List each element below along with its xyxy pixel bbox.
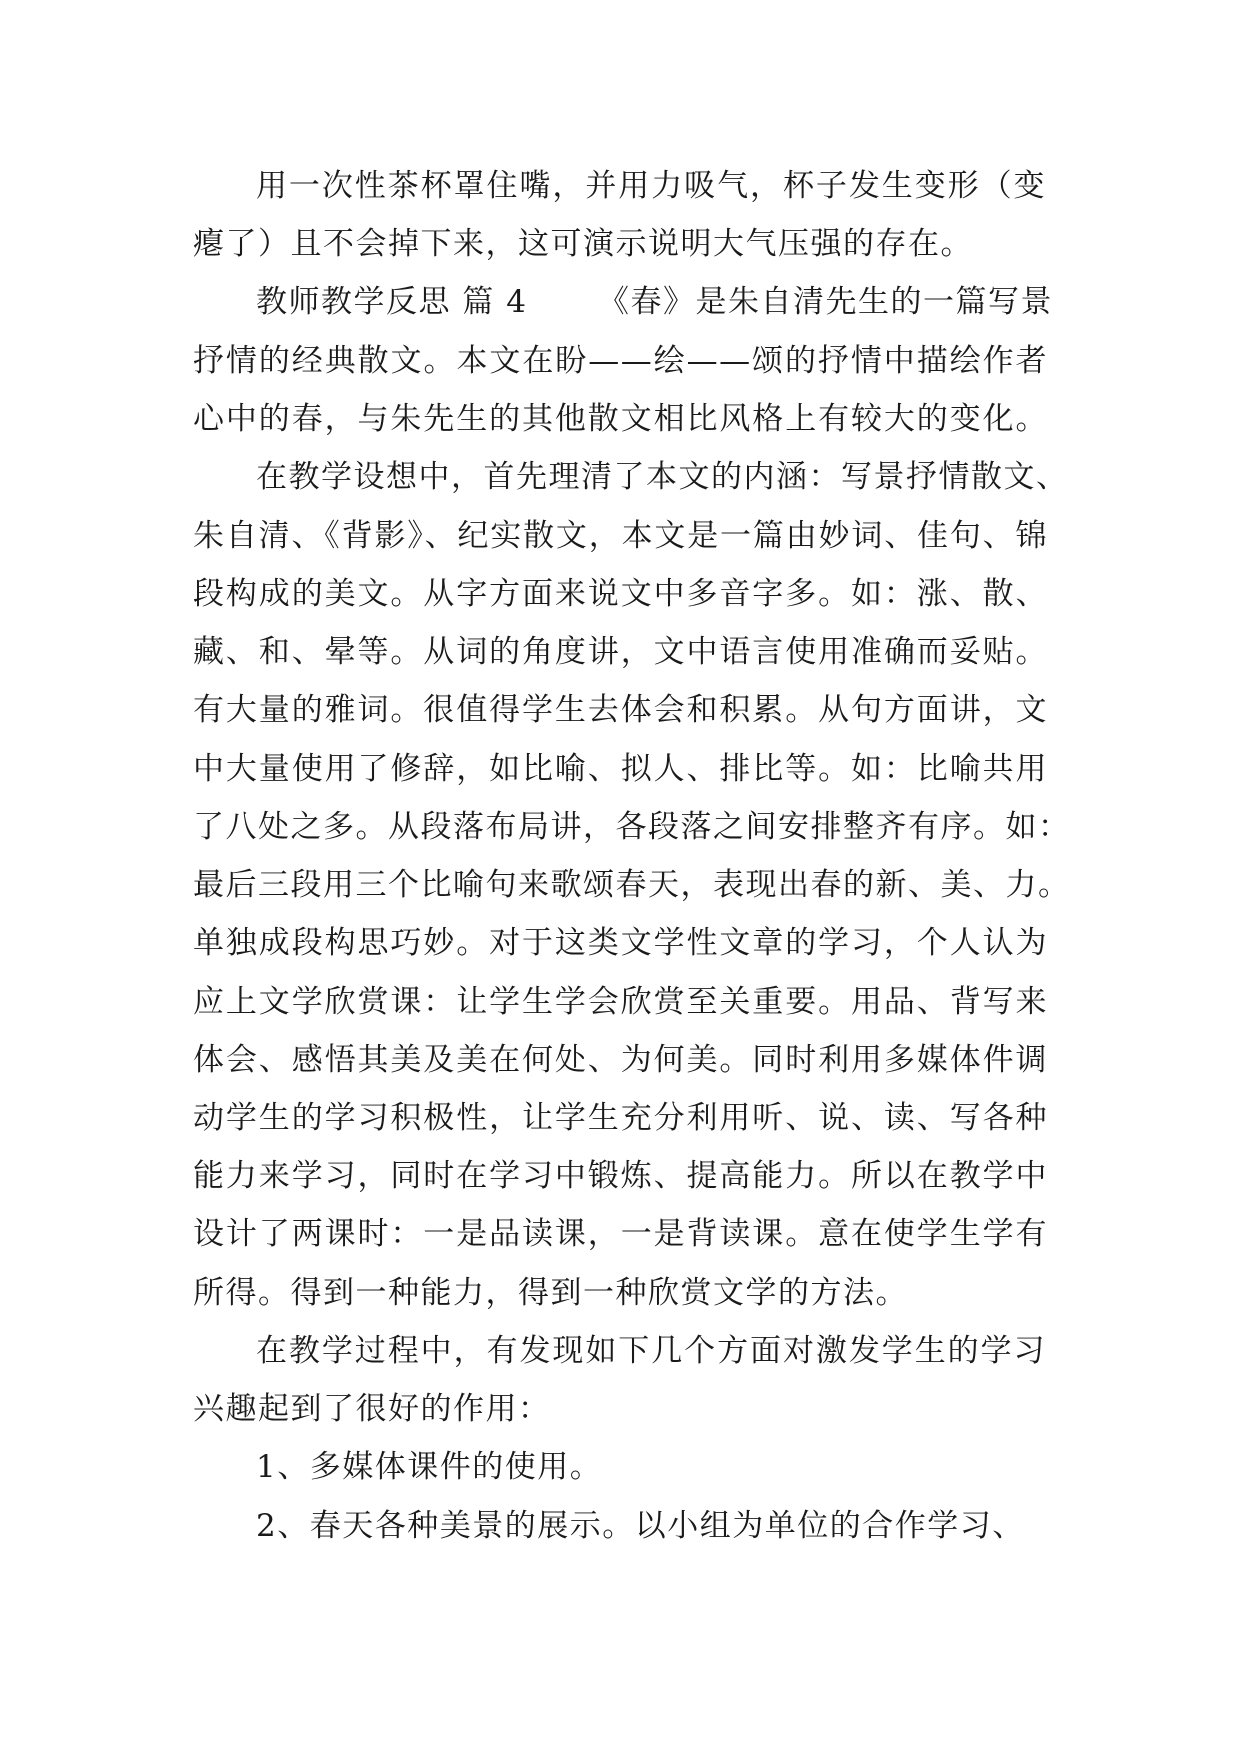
- paragraph-line: 用一次性茶杯罩住嘴，并用力吸气，杯子发生变形（变: [256, 168, 1046, 204]
- paragraph-line: 了八处之多。从段落布局讲，各段落之间安排整齐有序。如：: [193, 809, 1071, 845]
- paragraph-line: 心中的春，与朱先生的其他散文相比风格上有较大的变化。: [193, 401, 1048, 437]
- paragraph-line: 有大量的雅词。很值得学生去体会和积累。从句方面讲，文: [193, 692, 1048, 728]
- paragraph-line: 中大量使用了修辞，如比喻、拟人、排比等。如：比喻共用: [193, 751, 1048, 787]
- section-heading: 教师教学反思 篇 4: [256, 284, 528, 320]
- paragraph-line: 兴趣起到了很好的作用：: [193, 1391, 551, 1427]
- paragraph-line: 应上文学欣赏课：让学生学会欣赏至关重要。用品、背写来: [193, 984, 1048, 1020]
- list-item: 1、多媒体课件的使用。: [256, 1449, 603, 1485]
- paragraph-line: 所得。得到一种能力，得到一种欣赏文学的方法。: [193, 1275, 908, 1311]
- paragraph-line: 在教学设想中，首先理清了本文的内涵：写景抒情散文、: [256, 459, 1069, 495]
- list-item: 2、春天各种美景的展示。以小组为单位的合作学习、: [256, 1508, 1025, 1544]
- paragraph-line: 藏、和、晕等。从词的角度讲，文中语言使用准确而妥贴。: [193, 634, 1048, 670]
- paragraph-line: 单独成段构思巧妙。对于这类文学性文章的学习，个人认为: [193, 925, 1048, 961]
- paragraph-line: 能力来学习，同时在学习中锻炼、提高能力。所以在教学中: [193, 1158, 1048, 1194]
- paragraph-line: 最后三段用三个比喻句来歌颂春天，表现出春的新、美、力。: [193, 867, 1071, 903]
- paragraph-line: 抒情的经典散文。本文在盼——绘——颂的抒情中描绘作者: [193, 343, 1048, 379]
- paragraph-line: 段构成的美文。从字方面来说文中多音字多。如：涨、散、: [193, 576, 1048, 612]
- paragraph-line: 设计了两课时：一是品读课，一是背读课。意在使学生学有: [193, 1216, 1048, 1252]
- paragraph-line: 在教学过程中，有发现如下几个方面对激发学生的学习: [256, 1333, 1046, 1369]
- paragraph-line: 《春》是朱自清先生的一篇写景: [598, 284, 1053, 320]
- paragraph-line: 动学生的学习积极性，让学生充分利用听、说、读、写各种: [193, 1100, 1048, 1136]
- section-heading-line: [256, 282, 1053, 322]
- paragraph-line: 瘪了）且不会掉下来，这可演示说明大气压强的存在。: [193, 226, 973, 262]
- paragraph-line: 朱自清、《背影》、纪实散文，本文是一篇由妙词、佳句、锦: [193, 518, 1048, 554]
- paragraph-line: 体会、感悟其美及美在何处、为何美。同时利用多媒体件调: [193, 1042, 1048, 1078]
